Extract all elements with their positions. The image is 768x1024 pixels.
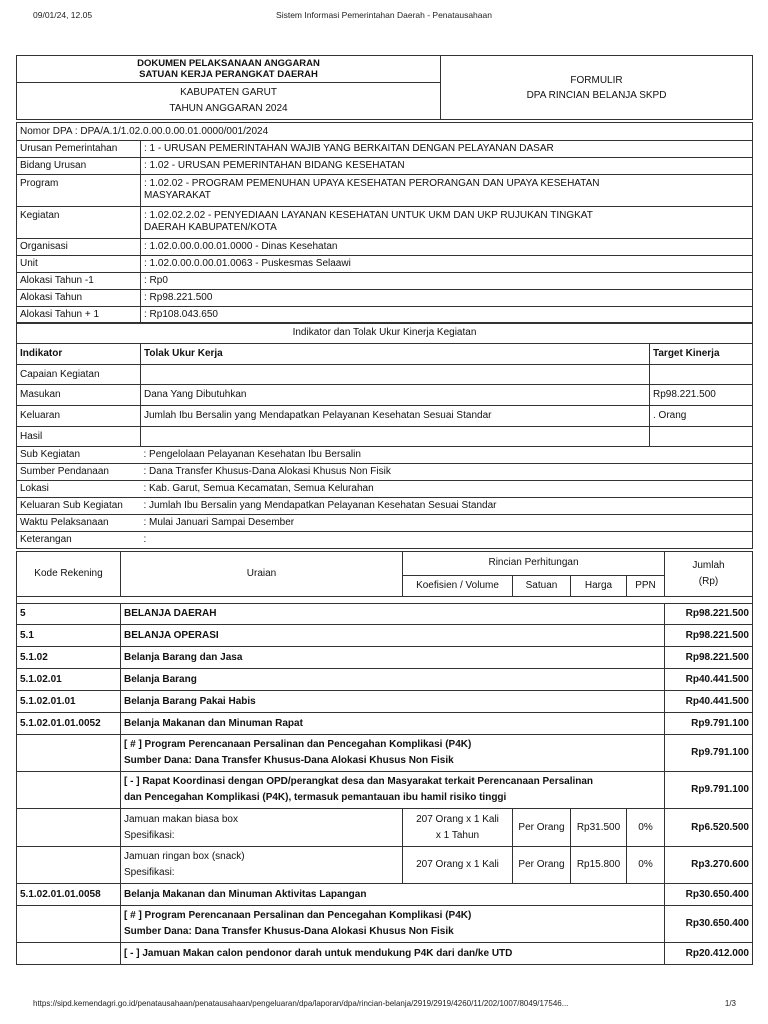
account-row: 5.1.02.01.01.0058 Belanja Makanan dan Minuman Aktivitas Lapangan Rp30.650.400 [17,884,753,906]
indikator-row: Masukan Dana Yang Dibutuhkan Rp98.221.500 [17,385,753,406]
item-koefisien: 207 Orang x 1 Kali [403,847,513,884]
doc-title-line-1: DOKUMEN PELAKSANAAN ANGGARAN [137,58,320,69]
item-uraian: Jamuan makan biasa box [124,813,238,825]
col-target-kinerja: Target Kinerja [650,344,753,365]
item-spesifikasi: Spesifikasi: [124,867,175,878]
account-row: 5 BELANJA DAERAH Rp98.221.500 [17,604,753,625]
dpa-rincian-label: DPA RINCIAN BELANJA SKPD [526,89,667,101]
item-satuan: Per Orang [513,847,571,884]
group-sumber-dana: Sumber Dana: Dana Transfer Khusus-Dana Alokasi Khusus Non Fisik [124,755,454,766]
col-jumlah-label: Jumlah [692,560,725,571]
formulir-cell [441,56,753,120]
group-title-cont: dan Pencegahan Komplikasi (P4K), termasuk pemantauan ibu hamil risiko tinggi [124,792,507,803]
sub-row: Keluaran Sub Kegiatan : Jumlah Ibu Bersalin yang Mendapatkan Pelayanan Kesehatan Sesuai Standar [17,498,753,515]
item-koefisien: 207 Orang x 1 Kali [416,813,499,825]
account-row: 5.1.02 Belanja Barang dan Jasa Rp98.221.500 [17,647,753,669]
account-row: 5.1 BELANJA OPERASI Rp98.221.500 [17,625,753,647]
kabupaten-label: KABUPATEN GARUT [180,87,277,98]
item-ppn: 0% [627,847,665,884]
item-harga: Rp15.800 [571,847,627,884]
info-row: Alokasi Tahun + 1 : Rp108.043.650 [17,307,753,324]
group-row: [ # ] Program Perencanaan Persalinan dan Pencegahan Komplikasi (P4K) Sumber Dana: Dana Transfer Khusus-Dana Alokasi Khusus Non Fisik Rp9.791.100 [17,735,753,772]
group-title: [ - ] Jamuan Makan calon pendonor darah untuk mendukung P4K dari dan/ke UTD [121,943,665,965]
info-row: Program : 1.02.02 - PROGRAM PEMENUHAN UPAYA KESEHATAN PERORANGAN DAN UPAYA KESEHATAN MASYARAKAT [17,175,753,207]
print-url: https://sipd.kemendagri.go.id/penatausahaan/penatausahaan/pengeluaran/dpa/laporan/dpa/rincian-belanja/2919/2919/4260/11/202/1007/8049/17546... [33,999,569,1008]
formulir-label: FORMULIR [570,74,623,86]
item-satuan: Per Orang [513,809,571,847]
sub-row: Lokasi : Kab. Garut, Semua Kecamatan, Semua Kelurahan [17,481,753,498]
item-harga: Rp31.500 [571,809,627,847]
group-row: [ # ] Program Perencanaan Persalinan dan Pencegahan Komplikasi (P4K) Sumber Dana: Dana Transfer Khusus-Dana Alokasi Khusus Non Fisik Rp30.650.400 [17,906,753,943]
tahun-anggaran-label: TAHUN ANGGARAN 2024 [169,103,288,114]
sub-row: Sub Kegiatan : Pengelolaan Pelayanan Kesehatan Ibu Bersalin [17,447,753,464]
item-koefisien-2: x 1 Tahun [435,829,480,841]
group-row: [ - ] Rapat Koordinasi dengan OPD/perangkat desa dan Masyarakat terkait Perencanaan Persalinan dan Pencegahan Komplikasi (P4K), termasuk pemantauan ibu hamil risiko tinggi Rp9.791.100 [17,772,753,809]
item-jumlah: Rp6.520.500 [665,809,753,847]
group-title: [ # ] Program Perencanaan Persalinan dan Pencegahan Komplikasi (P4K) [124,910,472,921]
col-rincian-perhitungan: Rincian Perhitungan [403,552,665,576]
region-cell [17,83,441,120]
indikator-table [16,322,753,447]
item-row [17,809,753,847]
print-header [0,10,768,24]
print-page-number: 1/3 [724,999,736,1008]
info-row: Alokasi Tahun -1 : Rp0 [17,273,753,290]
col-jumlah [665,552,753,597]
nomor-dpa: Nomor DPA : DPA/A.1/1.02.0.00.0.00.01.0000/001/2024 [17,123,753,141]
col-tolak-ukur: Tolak Ukur Kerja [141,344,650,365]
indikator-row: Capaian Kegiatan [17,365,753,385]
info-row: Unit : 1.02.0.00.0.00.01.0063 - Puskesmas Selaawi [17,256,753,273]
col-kode-rekening: Kode Rekening [17,552,121,597]
sub-row: Keterangan : [17,532,753,549]
document-title [17,56,441,83]
indikator-row: Keluaran Jumlah Ibu Bersalin yang Mendapatkan Pelayanan Kesehatan Sesuai Standar . Orang [17,406,753,427]
sub-row: Sumber Pendanaan : Dana Transfer Khusus-Dana Alokasi Khusus Non Fisik [17,464,753,481]
info-row: Bidang Urusan : 1.02 - URUSAN PEMERINTAHAN BIDANG KESEHATAN [17,158,753,175]
print-page-title: Sistem Informasi Pemerintahan Daerah - Penatausahaan [276,10,492,20]
col-uraian: Uraian [121,552,403,597]
group-title: [ - ] Rapat Koordinasi dengan OPD/perangkat desa dan Masyarakat terkait Perencanaan Persalinan [124,776,594,787]
item-spesifikasi: Spesifikasi: [124,829,175,841]
account-row: 5.1.02.01.01.0052 Belanja Makanan dan Minuman Rapat Rp9.791.100 [17,713,753,735]
group-sumber-dana: Sumber Dana: Dana Transfer Khusus-Dana Alokasi Khusus Non Fisik [124,926,454,937]
group-title: [ # ] Program Perencanaan Persalinan dan Pencegahan Komplikasi (P4K) [124,739,472,750]
col-ppn: PPN [627,575,665,596]
document-header [16,55,753,120]
indikator-section-title: Indikator dan Tolak Ukur Kinerja Kegiatan [17,323,753,344]
item-jumlah: Rp3.270.600 [665,847,753,884]
indikator-row: Hasil [17,427,753,447]
rincian-belanja-table [16,551,753,965]
info-row: Kegiatan : 1.02.02.2.02 - PENYEDIAAN LAYANAN KESEHATAN UNTUK UKM DAN UKP RUJUKAN TINGKAT DAERAH KABUPATEN/KOTA [17,207,753,239]
col-jumlah-unit: (Rp) [698,576,719,587]
print-datetime: 09/01/24, 12.05 [33,10,93,20]
group-row: [ - ] Jamuan Makan calon pendonor darah untuk mendukung P4K dari dan/ke UTD Rp20.412.000 [17,943,753,965]
col-harga: Harga [571,575,627,596]
col-koefisien: Koefisien / Volume [403,575,513,596]
col-indikator: Indikator [17,344,141,365]
sub-row: Waktu Pelaksanaan : Mulai Januari Sampai Desember [17,515,753,532]
print-footer [0,999,768,1013]
item-uraian: Jamuan ringan box (snack) [124,851,245,862]
info-row: Organisasi : 1.02.0.00.0.00.01.0000 - Dinas Kesehatan [17,239,753,256]
item-row [17,847,753,884]
item-ppn: 0% [627,809,665,847]
account-row: 5.1.02.01.01 Belanja Barang Pakai Habis Rp40.441.500 [17,691,753,713]
info-table [16,122,753,324]
info-row: Urusan Pemerintahan : 1 - URUSAN PEMERINTAHAN WAJIB YANG BERKAITAN DENGAN PELAYANAN DASAR [17,141,753,158]
sub-kegiatan-table [16,446,753,549]
col-satuan: Satuan [513,575,571,596]
doc-title-line-2: SATUAN KERJA PERANGKAT DAERAH [139,69,318,80]
info-row: Alokasi Tahun : Rp98.221.500 [17,290,753,307]
account-row: 5.1.02.01 Belanja Barang Rp40.441.500 [17,669,753,691]
